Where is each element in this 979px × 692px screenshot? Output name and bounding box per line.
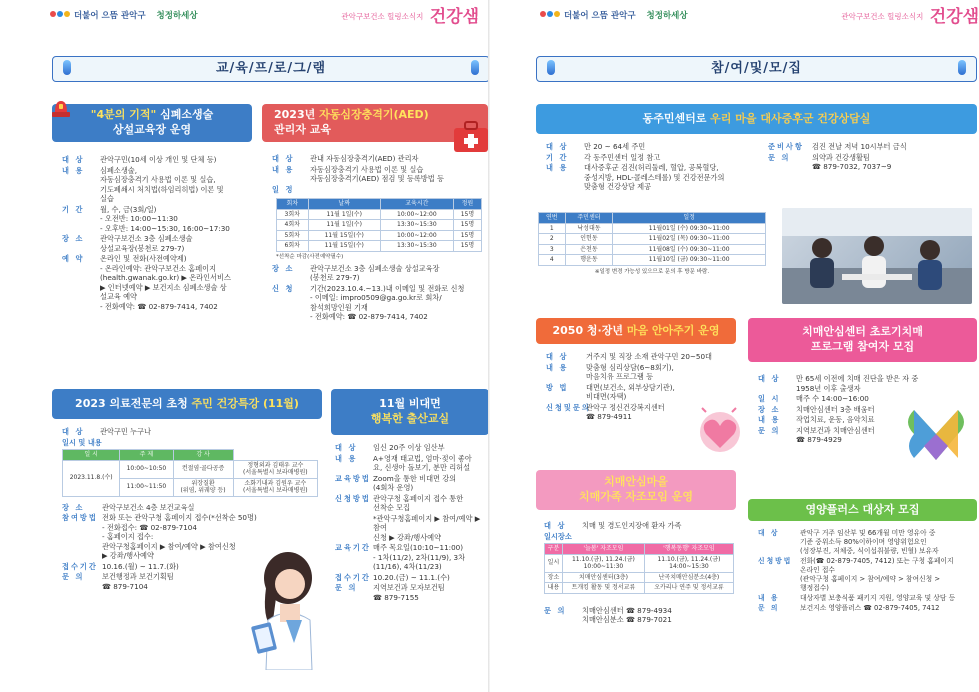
- table-cell: 6회차: [277, 241, 309, 252]
- detail-row: [272, 154, 486, 164]
- left-page: [0, 0, 489, 692]
- detail-key: 대 상: [335, 443, 358, 452]
- detail-row: [272, 264, 486, 283]
- detail-value: 관내 자동심장충격기(AED) 관리자: [310, 154, 419, 163]
- detail-key: 대 상: [62, 155, 85, 164]
- family-group-title1: 치매안심마을: [604, 475, 668, 489]
- detail-key: 문 의: [335, 583, 358, 592]
- detail-value: 관악구보건소 4층 보건교육실: [102, 502, 195, 512]
- detail-value: 만 20 ~ 64세 주민: [584, 142, 646, 151]
- detail-key: 문 의: [768, 152, 791, 162]
- metabolic-title: [536, 104, 977, 134]
- detail-value: 전화 또는 관악구청 홈페이지 접수(*선착순 50명) - 전화접수: ☎ 02-879-7104 - 홈페이지 접수: 관악구청홈페이지 ▶ 참여/예약 ▶ 참여신청 ▶ 강좌/행사예약: [102, 513, 257, 560]
- table-cell: 행운동: [565, 255, 613, 266]
- detail-key: 내 용: [62, 165, 85, 175]
- detail-row: [62, 205, 248, 234]
- detail-key: 내 용: [272, 164, 295, 174]
- birth-class-title1: 11월 비대면: [379, 397, 441, 411]
- detail-value: 보건지소 영양플러스 ☎ 02-879-7405, 7412: [800, 603, 940, 612]
- detail-row: [758, 604, 977, 613]
- table-header-cell: 강 사: [173, 450, 233, 461]
- family-group-section: [536, 470, 736, 626]
- family-schedule-key: 일시장소: [544, 531, 572, 541]
- table-cell: 1: [539, 223, 566, 234]
- table-cell: 11월10일 (금) 09:30~11:00: [613, 255, 766, 266]
- metabolic-details: [546, 142, 766, 193]
- detail-value: Zoom을 통한 비대면 강의 (4회차 운영): [373, 473, 457, 492]
- detail-value: 10.20.(금) ~ 11.1.(수): [373, 572, 450, 582]
- detail-key: 장 소: [272, 263, 295, 273]
- table-header-cell: 구분: [545, 544, 563, 555]
- table-header-row: [277, 199, 482, 210]
- aed-section: [262, 104, 488, 323]
- detail-value: 맞춤형 심리상담(6~8회기), 마음치유 프로그램 등: [586, 362, 674, 381]
- lecture-title-pre: 2023 의료전문의 초청: [75, 396, 192, 410]
- lecture-target-value: 관악구민 누구나: [100, 427, 151, 436]
- early-dementia-title2: 프로그램 참여자 모집: [810, 340, 915, 353]
- birth-class-title2: 행복한 출산교실: [370, 412, 450, 425]
- table-cell: 낙성대동: [565, 223, 613, 234]
- detail-value: 치매안심센터 ☎ 879-4934 치매안심분소 ☎ 879-7021: [582, 605, 672, 624]
- detail-row: [272, 165, 486, 184]
- logo-text: 더불어 으뜸 관악구: [73, 11, 146, 22]
- detail-value: 자동심장충격기 사용법 이론 및 실습 자동심장충격기(AED) 점검 및 등록방법 등: [310, 164, 444, 183]
- table-cell: 정형외과 김태우 교수 (서울특별시 보라매병원): [233, 460, 317, 478]
- table-cell: 컨절염·골다공증: [173, 460, 233, 478]
- detail-value: 만 65세 이전에 치매 진단을 받은 자 중 1958년 이후 출생자: [796, 374, 919, 393]
- puzzle-ribbon-icon: [900, 404, 972, 464]
- family-group-title: [536, 470, 736, 510]
- detail-row: [546, 383, 734, 402]
- detail-key: 신청방법: [335, 493, 371, 503]
- table-header-cell: 일 시: [63, 450, 120, 461]
- aed-year: 2023년: [274, 108, 320, 122]
- table-row: [539, 223, 766, 234]
- family-group-table: [544, 543, 734, 594]
- detail-value: 전화(☎ 02-879-7405, 7412) 또는 구청 홈페이지 온라인 접수 (관악구청 홈페이지 > 참여/예약 > 참여신청 > 행정접수): [800, 556, 954, 592]
- detail-value: 대면(보건소, 외부상담기관), 비대면(자택): [586, 382, 675, 401]
- table-cell: 5회차: [277, 230, 309, 241]
- detail-row: [335, 474, 487, 493]
- table-header-cell: 연번: [539, 213, 566, 224]
- detail-value: 각 동주민센터 일정 참고: [584, 152, 661, 162]
- detail-key: 접수기간: [62, 561, 98, 571]
- pin-icon: [958, 60, 966, 75]
- detail-value: 관악구보건소 3층 심폐소생술 상설교육장(봉천로 279-7): [100, 234, 193, 253]
- detail-key: 방 법: [546, 382, 569, 392]
- detail-value: 거주지 및 직장 소재 관악구민 20~50대: [586, 352, 712, 361]
- detail-key: 대 상: [546, 142, 569, 151]
- table-cell: 11월 15일(수): [308, 230, 380, 241]
- table-cell: 11월08일 (수) 09:30~11:00: [613, 244, 766, 255]
- brand: [841, 6, 979, 28]
- detail-row: [758, 394, 975, 404]
- table-cell: 4회차: [277, 220, 309, 231]
- family-target-key: 대 상: [544, 521, 567, 530]
- district-logo: [50, 10, 198, 22]
- detail-key: 문 의: [62, 572, 85, 581]
- detail-value: 매주 목요일(10:10~11:00) - 1차(11/2), 2차(11/9), 3차 (11/16), 4차(11/23): [373, 543, 466, 571]
- pin-icon: [63, 60, 71, 75]
- table-cell: 10:00~12:00: [380, 230, 453, 241]
- detail-key: 기 간: [62, 204, 85, 214]
- detail-row: [62, 234, 248, 253]
- detail-row: [335, 443, 487, 453]
- metabolic-title-highlight: 우리 마을 대사증후군 건강상담실: [710, 111, 871, 125]
- detail-row: [546, 352, 734, 362]
- detail-key: 참여방법: [62, 513, 98, 522]
- table-cell: 11.10.(금), 11.24.(금) 14:00~15:30: [644, 554, 733, 572]
- table-header-cell: '늘봄' 자조모임: [562, 544, 644, 555]
- family-target-value: 치매 및 경도인지장애 환자 가족: [582, 521, 682, 530]
- district-logo: [540, 10, 688, 22]
- nutrition-plus-title: [748, 499, 977, 521]
- detail-value: 관악구보건소 3층 심폐소생술 상설교육장 (봉천로 279-7): [310, 263, 440, 283]
- detail-row: [544, 606, 734, 625]
- table-cell: 오카리나 연주 및 정서교류: [644, 583, 733, 594]
- detail-row: [335, 543, 487, 572]
- family-group-details: [544, 606, 734, 625]
- detail-row: [335, 494, 487, 513]
- table-cell: 10:00~12:00: [380, 209, 453, 220]
- detail-value: 임신 20주 이상 임산부: [373, 443, 445, 452]
- table-cell: 11:00~11:50: [120, 478, 173, 496]
- detail-key: 장 소: [62, 234, 85, 243]
- detail-value: 의약과 건강생활팀 ☎ 879-7032, 7037~9: [812, 152, 892, 171]
- mind-care-title-highlight: 마음 안아주기 운영: [626, 323, 720, 337]
- cpr-title-line2: 상설교육장 운영: [112, 123, 192, 136]
- detail-value: 지역보건과 치매안심센터 ☎ 879-4929: [796, 425, 875, 444]
- table-header-cell: 주민센터: [565, 213, 613, 224]
- table-cell: 13:30~15:30: [380, 241, 453, 252]
- detail-value: 지역보건과 모자보건팀 ☎ 879-7155: [373, 583, 445, 602]
- table-header-cell: 일정: [613, 213, 766, 224]
- table-cell: 11월 15일(수): [308, 241, 380, 252]
- cpr-title-highlight: "4분의 기적": [90, 108, 157, 122]
- detail-value: 기간(2023.10.4.~13.)내 이메일 및 전화로 신청 - 이메일: impro0509@ga.go.kr로 회차/ 참석희망인원 기재 - 전화예약: ☎ 02-879-7414, 7402: [310, 283, 465, 322]
- table-cell: 10:00~10:50: [120, 460, 173, 478]
- detail-value: 관악구민(10세 이상 개인 및 단체 등): [100, 155, 217, 164]
- detail-value: 대사증후군 검진(허리둘레, 혈압, 공복혈당, 중성지방, HDL-콜레스테롤) 및 건강전문가의 맞춤형 건강상담 제공: [584, 163, 725, 191]
- table-cell: 13:30~15:30: [380, 220, 453, 231]
- detail-value: 검진 전날 저녁 10시부터 금식: [812, 142, 907, 151]
- table-cell: 난곡치매안심분소(4층): [644, 572, 733, 583]
- section-ribbon: [52, 56, 489, 82]
- table-cell: 11월 1일(수): [308, 209, 380, 220]
- table-row: [63, 460, 318, 478]
- detail-row: [546, 153, 766, 163]
- detail-row: [335, 454, 487, 473]
- early-dementia-section: [748, 318, 977, 446]
- table-cell: 11.10.(금), 11.24.(금) 10:00~11:30: [562, 554, 644, 572]
- detail-value: 관악구청 홈페이지 접수 통한 선착순 모집: [373, 493, 464, 512]
- table-cell: 3: [539, 244, 566, 255]
- detail-key: 교육방법: [335, 473, 371, 483]
- lecture-title: [52, 389, 322, 419]
- table-cell: 2023.11.8.(수): [63, 460, 120, 496]
- detail-row: [62, 254, 248, 311]
- table-row: [545, 554, 734, 572]
- detail-value: 관악구 정신건강복지센터 ☎ 879-4911: [586, 402, 665, 421]
- detail-row: [62, 155, 248, 165]
- metabolic-table: [538, 212, 766, 266]
- consultation-photo: [782, 208, 972, 304]
- detail-row: [335, 573, 487, 583]
- table-header-cell: '행복동행' 자조모임: [644, 544, 733, 555]
- metabolic-side-details: [768, 142, 973, 173]
- detail-row: [546, 363, 734, 382]
- table-cell: 위장질환 (위염, 위궤양 등): [173, 478, 233, 496]
- detail-value: 치매안심센터 3층 배움터: [796, 404, 875, 414]
- brand-title: 건강샘: [429, 7, 479, 27]
- detail-value: 월, 수, 금(3회/일) - 오전반: 10:00~11:30 - 오후반: 14:00~15:30, 16:00~17:30: [100, 204, 230, 233]
- lecture-title-highlight: 주민 건강특강 (11월): [191, 396, 299, 410]
- pin-icon: [547, 60, 555, 75]
- nutrition-plus-section: [748, 499, 977, 614]
- table-cell: 11월01일 (수) 09:30~11:00: [613, 223, 766, 234]
- table-header-row: [539, 213, 766, 224]
- detail-value: 보건행정과 보건기획팀 ☎ 879-7104: [102, 572, 174, 591]
- logo-text: 더불어 으뜸 관악구: [563, 11, 636, 22]
- detail-key: 대 상: [546, 352, 569, 361]
- early-dementia-title1: 치매안심센터 초로기치매: [802, 325, 923, 339]
- nutrition-plus-details: [748, 521, 977, 613]
- table-header-cell: 교육시간: [380, 199, 453, 210]
- detail-row: [758, 374, 975, 393]
- table-cell: 15명: [453, 220, 481, 231]
- logo-dots-icon: [50, 10, 71, 21]
- center-name: 관악구보건소 힐링소식지: [841, 12, 924, 22]
- table-cell: 15명: [453, 209, 481, 220]
- table-cell: 11월 1일(수): [308, 220, 380, 231]
- lecture-table: [62, 449, 318, 497]
- detail-row: [62, 166, 248, 204]
- center-name: 관악구보건소 힐링소식지: [341, 12, 424, 22]
- detail-value: 심폐소생술, 자동심장충격기 사용법 이론 및 실습, 기도폐쇄시 처치법(하임리히법) 이론 및 실습: [100, 165, 224, 203]
- ribbon-title: 참/여/및/모/집: [711, 61, 802, 77]
- aed-box-icon: [452, 120, 489, 154]
- detail-key: 장 소: [62, 502, 85, 512]
- detail-key: 일 시: [758, 394, 781, 403]
- detail-key: 준비사항: [768, 142, 804, 151]
- table-row: [545, 583, 734, 594]
- detail-key: 예 약: [62, 254, 85, 263]
- detail-row: [758, 529, 977, 556]
- table-header-cell: 정원: [453, 199, 481, 210]
- detail-key: 접수기간: [335, 572, 371, 582]
- table-header-cell: 주 제: [120, 450, 173, 461]
- table-row: [539, 234, 766, 245]
- detail-key: 내 용: [335, 453, 358, 463]
- detail-value: *관악구청홈페이지 ▶ 참여/예약 ▶ 참여 신청 ▶ 강좌/행사예약: [373, 513, 481, 542]
- aed-title-highlight: 자동심장충격기(AED): [319, 108, 429, 122]
- detail-value: 관악구 거주 임산부 및 66개월 미만 영유아 중 기준 중위소득 80%이하이며 영양위험요인 (성장부진, 저체중, 식이섭취불량, 빈혈) 보유자: [800, 529, 939, 555]
- family-group-title2: 치매가족 자조모임 운영: [579, 490, 693, 503]
- detail-value: A+영재 태교법, 엄마·젖이 좋아 요, 신생아 돌보기, 분만 리허설: [373, 453, 472, 472]
- detail-key: 문 의: [758, 425, 781, 435]
- cpr-title-rest: 심폐소생술: [156, 108, 214, 122]
- table-cell: 트개킹 활동 및 정서교류: [562, 583, 644, 594]
- top-bar: [50, 4, 489, 32]
- table-cell: 15명: [453, 241, 481, 252]
- early-dementia-title: [748, 318, 977, 362]
- brand: [341, 6, 479, 28]
- lecture-target-key: 대 상: [62, 427, 85, 436]
- detail-key: 신청및문의: [546, 402, 591, 412]
- birth-class-section: [331, 389, 489, 603]
- table-row: [545, 572, 734, 583]
- table-cell: 인헌동: [565, 234, 613, 245]
- logo-dots-icon: [540, 10, 561, 21]
- mind-care-title: [536, 318, 736, 344]
- table-row: [277, 230, 482, 241]
- table-cell: 2: [539, 234, 566, 245]
- detail-key: [335, 514, 373, 543]
- detail-key: 내 용: [546, 163, 569, 172]
- table-cell: 3회차: [277, 209, 309, 220]
- table-cell: 15명: [453, 230, 481, 241]
- detail-row: [768, 153, 973, 172]
- detail-value: 온라인 및 전화(사전예약제) - 온라인예약: 관악구보건소 홈페이지 (health.gwanak.go.kr) ▶ 온라인서비스 ▶ 인터넷예약 ▶ 보건지소 심폐소생술 상 설교육 예약 - 전화예약: ☎ 02-879-7414, 7402: [100, 254, 231, 311]
- table-cell: 내용: [545, 583, 563, 594]
- table-header-row: [545, 544, 734, 555]
- detail-value: 10.16.(월) ~ 11.7.(화): [102, 561, 179, 571]
- right-page: [490, 0, 979, 692]
- heart-brain-icon: [696, 404, 744, 458]
- metabolic-note: ※일정 변경 가능성 있으므로 문의 후 방문 바람.: [594, 268, 710, 275]
- aed-details-2: [262, 261, 488, 322]
- detail-key: 문 의: [544, 605, 567, 615]
- detail-row: [335, 583, 487, 602]
- pin-icon: [471, 60, 479, 75]
- detail-row: [272, 284, 486, 322]
- birth-class-title: [331, 389, 489, 435]
- aed-note: *선착순 마감(사전예약필수): [276, 253, 344, 260]
- detail-value: [310, 185, 486, 195]
- detail-key: 내 용: [758, 415, 781, 424]
- logo-sub: 청정하세상: [156, 11, 198, 22]
- detail-key: 내 용: [546, 362, 569, 372]
- detail-key: 대 상: [758, 529, 780, 537]
- table-cell: 일시: [545, 554, 563, 572]
- detail-key: 신청방법: [758, 556, 793, 565]
- detail-key: 대 상: [272, 154, 295, 163]
- table-cell: 치매안심센터(3층): [562, 572, 644, 583]
- ribbon-title: 교/육/프/로/그/램: [215, 61, 327, 77]
- detail-value: 작업치료, 운동, 음악치료: [796, 415, 875, 424]
- metabolic-title-pre: 동주민센터로: [642, 111, 711, 125]
- detail-key: 교육기간: [335, 543, 371, 552]
- nutrition-plus-title-text: 영양플러스 대상자 모집: [805, 502, 920, 516]
- cpr-details: [52, 142, 252, 311]
- detail-key: 대 상: [758, 374, 781, 383]
- mind-care-title-pre: 2050 청·장년: [552, 323, 627, 337]
- brand-title: 건강샘: [929, 7, 979, 27]
- detail-row: [758, 594, 977, 603]
- table-cell: 장소: [545, 572, 563, 583]
- table-cell: 4: [539, 255, 566, 266]
- top-bar: [540, 4, 979, 32]
- detail-row: [546, 142, 766, 152]
- birth-class-details: [331, 435, 489, 602]
- table-header-cell: 회차: [277, 199, 309, 210]
- table-header-row: [63, 450, 318, 461]
- detail-row: [758, 557, 977, 593]
- detail-key: 장 소: [758, 404, 781, 414]
- lecture-schedule-key: 일시 및 내용: [62, 437, 102, 447]
- table-row: [277, 220, 482, 231]
- cpr-title: [52, 104, 252, 142]
- table-cell: 은천동: [565, 244, 613, 255]
- detail-key: 신 청: [272, 283, 295, 293]
- table-row: [277, 209, 482, 220]
- table-row: [539, 255, 766, 266]
- detail-row: [768, 142, 973, 152]
- logo-sub: 청정하세상: [646, 11, 688, 22]
- section-ribbon: [536, 56, 977, 82]
- table-row: [277, 241, 482, 252]
- detail-key: 일 정: [272, 184, 295, 194]
- aed-title-line2: 관리자 교육: [274, 123, 331, 136]
- detail-value: 대상자별 보충식품 패키지 지원, 영양교육 및 상담 등: [800, 593, 956, 602]
- detail-key: 문 의: [758, 603, 780, 612]
- detail-row: [62, 503, 318, 513]
- detail-row: [335, 514, 487, 543]
- metabolic-section: [536, 104, 977, 275]
- table-row: [539, 244, 766, 255]
- detail-value: 매주 수 14:00~16:00: [796, 394, 869, 403]
- doctor-illustration: [246, 548, 328, 670]
- table-cell: 소화기내과 김원우 교수 (서울특별시 보라매병원): [233, 478, 317, 496]
- siren-icon: [50, 98, 72, 118]
- aed-schedule-table: [276, 198, 482, 252]
- detail-key: 기 간: [546, 152, 569, 162]
- mind-care-section: [536, 318, 736, 423]
- detail-row: [546, 163, 766, 192]
- table-cell: 11월02일 (목) 09:30~11:00: [613, 234, 766, 245]
- detail-key: 내 용: [758, 593, 780, 602]
- cpr-section: [52, 104, 252, 312]
- detail-row: [272, 185, 486, 195]
- table-header-cell: 날짜: [308, 199, 380, 210]
